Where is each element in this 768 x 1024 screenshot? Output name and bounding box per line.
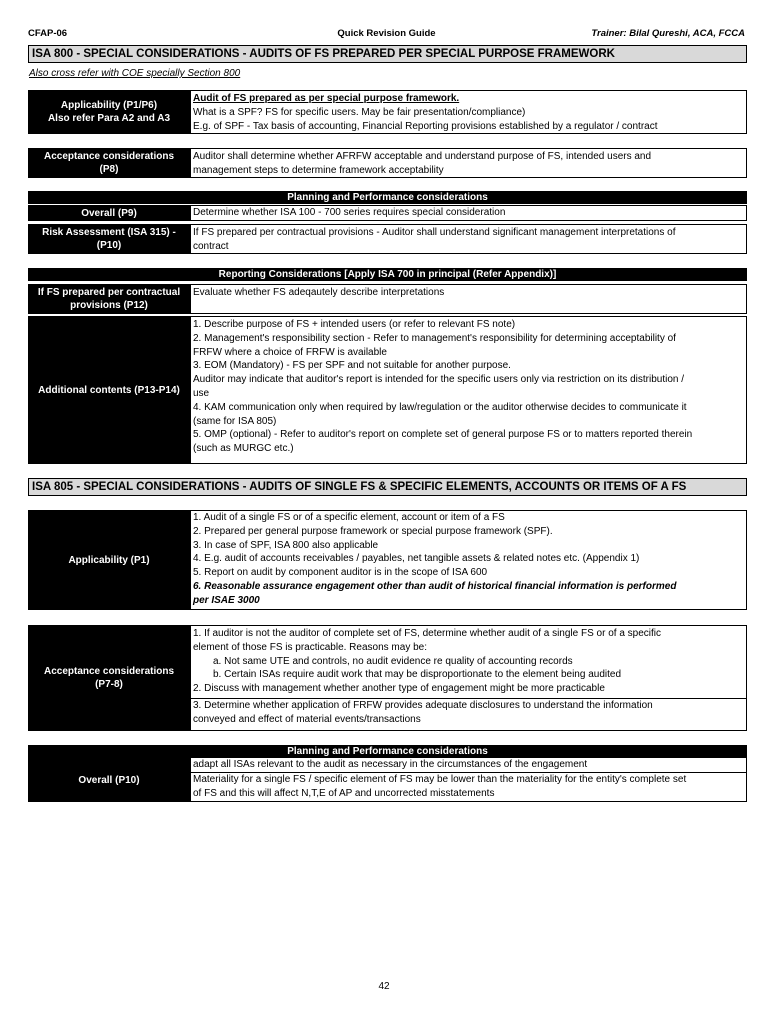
label-line: Acceptance considerations <box>43 666 175 677</box>
content-line: Materiality for a single FS / specific element of FS may be lower than the materiality for the entity's complete set <box>193 773 687 785</box>
content-line: 2. Management's responsibility section - Refer to management's responsibility for determining acceptability of <box>193 332 676 344</box>
content-line: 3. In case of SPF, ISA 800 also applicable <box>193 539 379 551</box>
isa800-planning-header: Planning and Performance considerations <box>28 191 747 204</box>
content-line: 3. Determine whether application of FRFW provides adequate disclosures to understand the information <box>193 699 653 711</box>
isa800-overall-content: Determine whether ISA 100 - 700 series requires special consideration <box>190 205 747 221</box>
content-line: 4. KAM communication only when required by law/regulation or the auditor otherwise decides to communicate it <box>193 401 687 413</box>
isa805-overall-content <box>190 758 747 802</box>
content-line: 5. OMP (optional) - Refer to auditor's report on complete set of general purpose FS or to matters reported therein <box>193 429 693 441</box>
label-line: (P10) <box>96 240 122 251</box>
label-line: (P7-8) <box>95 679 123 690</box>
isa800-contractual-content: Evaluate whether FS adeqautely describe interpretations <box>190 284 747 314</box>
content-line: What is a SPF? FS for specific users. May be fair presentation/compliance) <box>193 106 526 118</box>
content-line-emphasis: 6. Reasonable assurance engagement other than audit of historical financial information is performed <box>193 580 677 592</box>
content-divider <box>191 772 746 801</box>
content-line: Auditor may indicate that auditor's report is intended for the specific users only via restriction on its distribution / <box>193 374 685 386</box>
isa800-risk-content <box>190 224 747 254</box>
isa800-acceptance-content <box>190 148 747 178</box>
isa800-contractual-label <box>28 284 190 314</box>
isa805-applicability-label: Applicability (P1) <box>28 510 190 610</box>
page-number: 42 <box>378 981 390 992</box>
content-divider <box>191 698 746 727</box>
trainer-name: Trainer: Bilal Qureshi, ACA, FCCA <box>591 28 745 39</box>
label-line: If FS prepared per contractual <box>37 287 181 298</box>
content-line: contract <box>193 240 229 252</box>
content-line: If FS prepared per contractual provisions - Auditor shall understand significant management interpretations of <box>193 227 676 238</box>
isa800-reporting-header: Reporting Considerations [Apply ISA 700 in principal (Refer Appendix)] <box>28 268 747 281</box>
isa805-title: ISA 805 - SPECIAL CONSIDERATIONS - AUDITS OF SINGLE FS & SPECIFIC ELEMENTS, ACCOUNTS OR ITEMS OF A FS <box>28 478 747 496</box>
isa805-planning-header: Planning and Performance considerations <box>28 745 747 758</box>
content-line: of FS and this will affect N,T,E of AP and uncorrected misstatements <box>193 787 495 799</box>
isa800-applicability-content <box>190 90 747 134</box>
content-line: 1. Audit of a single FS or of a specific element, account or item of a FS <box>193 512 505 523</box>
isa805-acceptance-content <box>190 625 747 731</box>
content-line: 2. Prepared per general purpose framework or special purpose framework (SPF). <box>193 525 553 537</box>
content-line: FRFW where a choice of FRFW is available <box>193 346 387 358</box>
label-line: Applicability (P1/P6) <box>60 100 158 111</box>
page-header <box>28 28 745 41</box>
content-line: 2. Discuss with management whether another type of engagement might be more practicable <box>193 683 605 695</box>
label-line: provisions (P12) <box>70 300 148 311</box>
content-line: Auditor shall determine whether AFRFW acceptable and understand purpose of FS, intended users and <box>193 151 652 162</box>
content-line: conveyed and effect of material events/transactions <box>193 713 421 725</box>
isa800-risk-label <box>28 224 190 254</box>
isa800-additional-content <box>190 316 747 464</box>
label-line: Also refer Para A2 and A3 <box>47 113 171 124</box>
guide-title: Quick Revision Guide <box>337 28 436 39</box>
cross-reference-note: Also cross refer with COE specially Section 800 <box>29 68 241 79</box>
content-line: element of those FS is practicable. Reasons may be: <box>193 641 428 653</box>
isa800-title: ISA 800 - SPECIAL CONSIDERATIONS - AUDITS OF FS PREPARED PER SPECIAL PURPOSE FRAMEWORK <box>28 45 747 63</box>
course-code: CFAP-06 <box>28 28 68 39</box>
content-subline: b. Certain ISAs require audit work that may be disproportionate to the element being audited <box>213 669 622 681</box>
isa800-applicability-label <box>28 90 190 134</box>
isa805-overall-label: Overall (P10) <box>28 758 190 802</box>
content-line: management steps to determine framework acceptability <box>193 164 444 176</box>
content-line: adapt all ISAs relevant to the audit as necessary in the circumstances of the engagement <box>193 759 588 770</box>
content-line: Audit of FS prepared as per special purpose framework. <box>193 93 460 104</box>
content-line: 5. Report on audit by component auditor is in the scope of ISA 600 <box>193 567 488 579</box>
label-line: Risk Assessment (ISA 315) - <box>42 227 176 238</box>
isa800-additional-label: Additional contents (P13-P14) <box>28 316 190 464</box>
label-line: (P8) <box>99 164 119 175</box>
content-line-emphasis: per ISAE 3000 <box>193 594 260 606</box>
isa800-overall-label: Overall (P9) <box>28 205 190 221</box>
content-line: 1. Describe purpose of FS + intended users (or refer to relevant FS note) <box>193 319 516 330</box>
content-subline: a. Not same UTE and controls, no audit evidence re quality of accounting records <box>213 655 573 667</box>
isa800-acceptance-label <box>28 148 190 178</box>
isa805-applicability-content <box>190 510 747 610</box>
content-line: (same for ISA 805) <box>193 415 277 427</box>
content-line: use <box>193 387 210 399</box>
content-line: E.g. of SPF - Tax basis of accounting, Financial Reporting provisions established by a regulator / contract <box>193 120 658 132</box>
content-line: 1. If auditor is not the auditor of complete set of FS, determine whether audit of a single FS or of a specific <box>193 628 662 639</box>
content-line: 4. E.g. audit of accounts receivables / payables, net tangible assets & related notes etc. (Appendix 1) <box>193 553 640 565</box>
content-line: (such as MURGC etc.) <box>193 443 294 455</box>
isa805-acceptance-label <box>28 625 190 731</box>
label-line: Acceptance considerations <box>43 151 175 162</box>
content-line: 3. EOM (Mandatory) - FS per SPF and not suitable for another purpose. <box>193 360 511 372</box>
